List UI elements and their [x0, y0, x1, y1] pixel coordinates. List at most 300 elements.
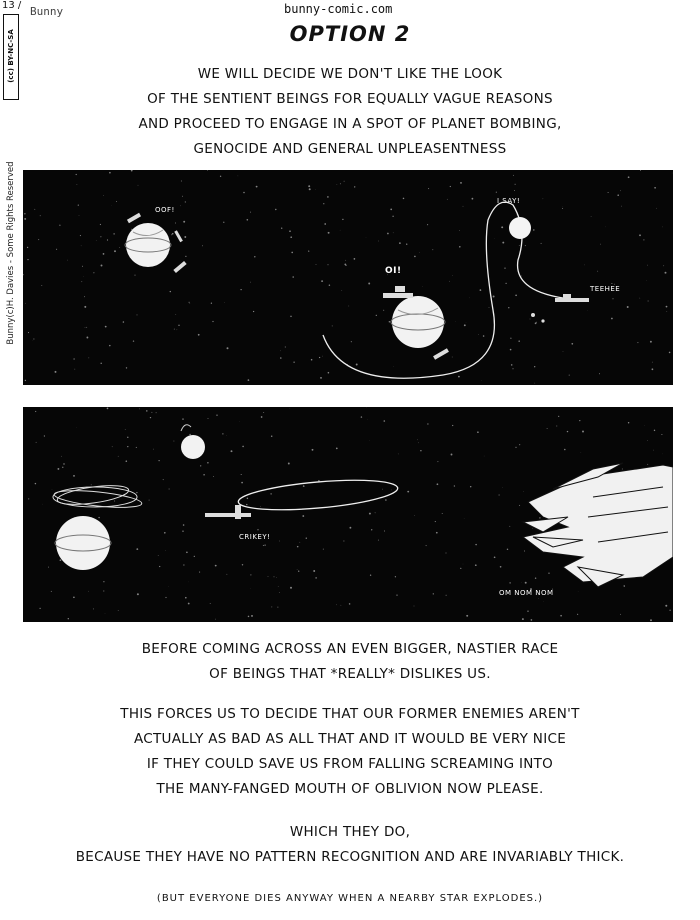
star	[207, 170, 208, 171]
star	[280, 357, 282, 359]
star	[489, 307, 490, 308]
star	[419, 252, 420, 253]
star	[621, 206, 622, 207]
star	[290, 236, 292, 238]
star	[28, 498, 29, 499]
star	[103, 253, 105, 255]
star	[25, 380, 26, 381]
star	[543, 199, 544, 200]
star	[250, 282, 251, 283]
star	[189, 302, 190, 303]
star	[44, 435, 45, 436]
planet	[55, 516, 111, 570]
star	[522, 618, 524, 620]
star	[322, 356, 323, 357]
star	[597, 271, 598, 272]
star	[541, 243, 542, 244]
star	[356, 364, 358, 366]
star	[494, 556, 496, 558]
sfx-oof: OOF!	[155, 206, 175, 214]
page-title: OPTION 2	[289, 22, 411, 46]
star	[591, 216, 592, 217]
star	[342, 219, 343, 220]
star	[328, 232, 330, 234]
star	[215, 619, 216, 620]
text-line: ACTUALLY AS BAD AS ALL THAT AND IT WOULD BE VERY NICE	[133, 731, 567, 747]
star	[242, 446, 244, 448]
star	[243, 192, 245, 194]
star	[158, 555, 159, 556]
star	[146, 410, 148, 412]
star	[579, 420, 580, 421]
star	[504, 267, 505, 268]
star	[420, 450, 421, 451]
star	[163, 479, 164, 480]
star	[24, 218, 26, 220]
star	[85, 327, 86, 328]
star	[175, 314, 176, 315]
star	[612, 298, 613, 299]
star	[599, 373, 600, 374]
star	[525, 582, 527, 584]
star	[254, 256, 255, 257]
star	[186, 551, 188, 553]
star	[113, 233, 114, 234]
star	[27, 259, 28, 260]
star	[170, 291, 171, 292]
star	[437, 461, 438, 462]
star	[116, 201, 117, 202]
star	[207, 462, 209, 464]
text-line: IF THEY COULD SAVE US FROM FALLING SCREAMING INTO	[146, 756, 554, 772]
star	[527, 611, 528, 612]
star	[518, 340, 520, 342]
star	[662, 227, 663, 228]
star	[241, 474, 242, 475]
star	[524, 550, 525, 551]
star	[427, 224, 428, 225]
star	[279, 592, 280, 593]
star	[398, 454, 399, 455]
star	[382, 489, 383, 490]
star	[165, 550, 166, 551]
text-line: AND PROCEED TO ENGAGE IN A SPOT OF PLANET BOMBING,	[138, 116, 562, 132]
star	[571, 343, 573, 345]
star	[63, 463, 64, 464]
star	[119, 247, 120, 248]
star	[661, 434, 662, 435]
star	[496, 192, 497, 193]
star	[103, 195, 104, 196]
star	[84, 296, 85, 297]
star	[109, 345, 110, 346]
star	[73, 596, 75, 598]
star	[93, 272, 94, 273]
star	[376, 315, 377, 316]
star	[27, 247, 28, 248]
star	[274, 576, 275, 577]
star	[34, 209, 35, 210]
star	[100, 236, 101, 237]
star	[35, 411, 36, 412]
star	[315, 577, 317, 579]
star	[78, 205, 79, 206]
star	[452, 425, 453, 426]
star	[184, 236, 186, 238]
star	[624, 585, 626, 587]
star	[248, 379, 250, 381]
star	[123, 321, 125, 323]
star	[569, 375, 570, 376]
star	[340, 183, 341, 184]
star	[227, 347, 229, 349]
star	[82, 266, 83, 267]
star	[173, 441, 174, 442]
star	[73, 358, 74, 359]
star	[512, 368, 513, 369]
star	[288, 463, 290, 465]
star	[308, 185, 310, 187]
star	[418, 442, 419, 443]
star	[159, 566, 160, 567]
sfx-teehee: TEEHEE	[590, 285, 621, 293]
star	[369, 513, 371, 515]
star	[247, 498, 249, 500]
star	[417, 439, 418, 440]
star	[79, 215, 80, 216]
series-name: Bunny	[30, 5, 64, 18]
star	[654, 430, 655, 431]
star	[222, 433, 223, 434]
star	[51, 591, 52, 592]
star	[311, 359, 313, 361]
star	[475, 544, 476, 545]
star	[620, 614, 621, 615]
star	[103, 590, 104, 591]
star	[86, 337, 88, 339]
star	[556, 426, 557, 427]
star	[151, 412, 152, 413]
star	[500, 566, 502, 568]
star	[60, 559, 62, 561]
star	[329, 284, 330, 285]
star	[515, 294, 517, 296]
star	[253, 311, 254, 312]
star	[279, 541, 280, 542]
star	[177, 329, 178, 330]
star	[105, 326, 107, 328]
star	[628, 422, 629, 423]
star	[125, 429, 126, 430]
comic-panel-1	[23, 170, 673, 385]
star	[33, 338, 34, 339]
star	[368, 283, 370, 285]
text-line: OF THE SENTIENT BEINGS FOR EQUALLY VAGUE REASONS	[147, 91, 553, 107]
text-line: OF BEINGS THAT *REALLY* DISLIKES US.	[209, 666, 491, 682]
star	[428, 188, 429, 189]
star	[666, 306, 668, 308]
star	[84, 306, 86, 308]
star	[627, 306, 629, 308]
star	[463, 206, 464, 207]
star	[127, 446, 128, 447]
star	[223, 222, 224, 223]
star	[134, 275, 135, 276]
star	[332, 325, 333, 326]
star	[137, 314, 138, 315]
star	[370, 575, 371, 576]
star	[375, 512, 376, 513]
star	[107, 408, 109, 410]
star	[293, 362, 294, 363]
star	[213, 476, 214, 477]
star	[535, 577, 536, 578]
star	[62, 467, 63, 468]
star	[508, 307, 509, 308]
star	[247, 219, 249, 221]
star	[385, 499, 387, 501]
star	[172, 233, 174, 235]
star	[68, 618, 69, 619]
star	[297, 569, 298, 570]
star	[628, 176, 630, 178]
star	[647, 440, 648, 441]
star	[384, 530, 385, 531]
star	[270, 493, 271, 494]
star	[654, 187, 656, 189]
star	[137, 593, 139, 595]
star	[88, 591, 89, 592]
star	[91, 484, 92, 485]
star	[361, 416, 362, 417]
star	[238, 176, 239, 177]
star	[343, 540, 344, 541]
star	[242, 564, 243, 565]
star	[139, 409, 140, 410]
star	[652, 362, 653, 363]
star	[470, 486, 471, 487]
star	[276, 577, 277, 578]
star	[80, 235, 81, 236]
star	[535, 383, 536, 384]
star	[103, 581, 104, 582]
star	[650, 341, 652, 343]
star	[427, 423, 428, 424]
star	[639, 298, 640, 299]
star	[88, 358, 89, 359]
star	[406, 244, 407, 245]
star	[620, 190, 621, 191]
star	[637, 342, 638, 343]
star	[509, 526, 510, 527]
star	[510, 338, 511, 339]
star	[169, 489, 170, 490]
star	[560, 615, 562, 617]
star	[577, 614, 578, 615]
star	[280, 351, 281, 352]
sfx-i-say: I SAY!	[497, 197, 521, 205]
panel-1-illustration	[23, 170, 673, 385]
small-planet	[509, 217, 531, 239]
star	[200, 465, 201, 466]
star	[277, 607, 278, 608]
star	[349, 527, 351, 529]
star	[611, 283, 612, 284]
star	[327, 196, 329, 198]
star	[67, 260, 68, 261]
star	[202, 245, 203, 246]
site-url[interactable]: bunny-comic.com	[284, 2, 393, 16]
star	[76, 174, 77, 175]
text-line: WE WILL DECIDE WE DON'T LIKE THE LOOK	[197, 66, 503, 82]
star	[118, 610, 119, 611]
sfx-om-nom-nom: OM NOM NOM	[499, 589, 554, 597]
page-number: 13 /	[2, 0, 22, 11]
star	[344, 181, 345, 182]
star	[336, 604, 337, 605]
star	[447, 199, 448, 200]
star	[460, 568, 461, 569]
star	[189, 303, 190, 304]
star	[640, 170, 641, 171]
star	[289, 230, 291, 232]
star	[153, 449, 154, 450]
star	[194, 556, 195, 557]
star	[25, 303, 26, 304]
star	[354, 258, 356, 260]
star	[533, 528, 534, 529]
star	[241, 482, 243, 484]
star	[181, 181, 182, 182]
star	[643, 239, 644, 240]
star	[55, 371, 57, 373]
star	[345, 260, 346, 261]
star	[39, 608, 40, 609]
star	[220, 176, 221, 177]
star	[323, 549, 324, 550]
star	[521, 276, 522, 277]
star	[224, 302, 225, 303]
star	[114, 501, 115, 502]
star	[378, 540, 379, 541]
star	[189, 434, 191, 436]
star	[510, 349, 512, 351]
star	[652, 368, 654, 370]
star	[392, 216, 393, 217]
star	[323, 203, 324, 204]
copyright-credit: Bunny(c)H. Davies - Some Rights Reserved	[6, 161, 16, 345]
star	[563, 351, 564, 352]
star	[539, 517, 540, 518]
star	[459, 230, 460, 231]
star	[460, 182, 462, 184]
star	[203, 474, 205, 476]
star	[371, 529, 372, 530]
star	[622, 469, 623, 470]
star	[436, 532, 438, 534]
star	[442, 513, 443, 514]
starfield	[23, 170, 672, 383]
star	[136, 447, 137, 448]
star	[617, 194, 619, 196]
star	[178, 325, 179, 326]
star	[198, 334, 200, 336]
star	[93, 608, 94, 609]
star	[378, 241, 379, 242]
star	[28, 332, 29, 333]
star	[271, 606, 272, 607]
star	[389, 321, 391, 323]
star	[515, 447, 516, 448]
star	[24, 213, 25, 214]
star	[77, 184, 78, 185]
star	[185, 256, 186, 257]
star	[246, 504, 247, 505]
star	[133, 340, 134, 341]
star	[639, 234, 641, 236]
star	[271, 435, 272, 436]
star	[211, 303, 212, 304]
star	[451, 454, 453, 456]
star	[138, 185, 139, 186]
star	[64, 499, 65, 500]
star	[538, 598, 539, 599]
sfx-crikey: CRIKEY!	[239, 533, 271, 541]
star	[281, 228, 282, 229]
star	[650, 619, 652, 621]
star	[268, 576, 269, 577]
star	[523, 491, 524, 492]
star	[336, 448, 338, 450]
star	[475, 564, 477, 566]
star	[109, 172, 111, 174]
star	[458, 376, 460, 378]
star	[316, 264, 317, 265]
star	[383, 310, 384, 311]
spaceship	[205, 505, 251, 519]
star	[59, 225, 60, 226]
star	[584, 265, 585, 266]
star	[299, 542, 300, 543]
star	[450, 186, 451, 187]
star	[260, 506, 261, 507]
star	[530, 319, 531, 320]
star	[182, 196, 183, 197]
text-line: GENOCIDE AND GENERAL UNPLEASENTNESS	[193, 141, 507, 157]
star	[399, 242, 401, 244]
star	[256, 186, 258, 188]
license-text: (cc) BY-NC-SA	[7, 29, 15, 83]
star	[533, 229, 534, 230]
orbit-trail	[237, 475, 399, 515]
star	[480, 289, 482, 291]
star	[519, 505, 520, 506]
star	[472, 198, 474, 200]
star	[264, 544, 265, 545]
star	[383, 420, 385, 422]
star	[38, 239, 39, 240]
star	[324, 223, 326, 225]
star	[351, 341, 352, 342]
star	[499, 494, 500, 495]
star	[96, 240, 97, 241]
star	[466, 615, 468, 617]
small-planet	[181, 435, 205, 459]
star	[183, 221, 185, 223]
star	[407, 491, 409, 493]
star	[74, 369, 75, 370]
star	[174, 329, 175, 330]
